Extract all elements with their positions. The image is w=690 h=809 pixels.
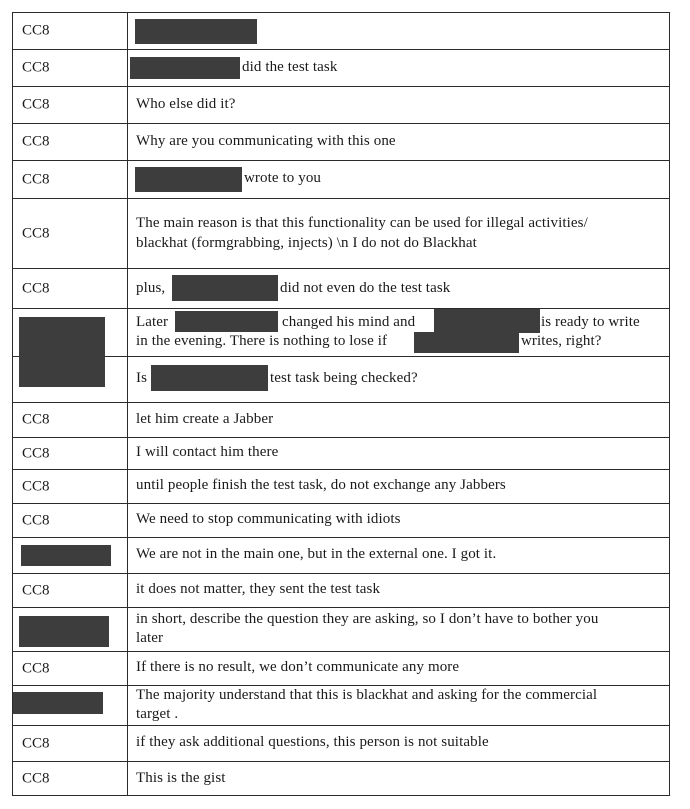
speaker: CC8 [22,445,50,461]
redaction-block [19,317,105,387]
message-cell [128,438,669,469]
speaker: CC8 [22,171,50,187]
speaker-cell [13,686,128,725]
speaker-cell [13,124,128,160]
speaker-cell [13,199,128,268]
speaker: CC8 [22,478,50,494]
message-text: Why are you communicating with this one [136,133,396,149]
table-row [12,309,670,357]
speaker: CC8 [22,512,50,528]
message-cell [128,470,669,503]
speaker: CC8 [22,770,50,786]
message-cell [128,87,669,123]
message-cell [128,504,669,537]
message-cell [128,652,669,685]
message-text: wrote to you [244,170,322,186]
message-text-line-2: target . [136,706,179,722]
speaker: CC8 [22,660,50,676]
message-text: changed his mind and [282,314,416,330]
table-row [12,608,670,652]
speaker-cell [13,470,128,503]
message-cell [128,269,669,308]
speaker: CC8 [22,411,50,428]
table-row [12,161,670,199]
message-text-line-1: in short, describe the question they are asking, so I don’t have to bother you [136,611,599,627]
table-row [12,87,670,124]
table-row [12,726,670,762]
message-cell [128,161,669,198]
message-cell [128,686,669,725]
message-text: writes, right? [521,333,602,349]
message-text: until people finish the test task, do not exchange any Jabbers [136,477,506,493]
speaker: CC8 [22,225,50,241]
table-row [12,12,670,50]
table-row [12,269,670,309]
redaction-block [21,545,111,566]
message-cell [128,13,669,49]
message-cell [128,357,669,402]
message-text: did the test task [242,59,338,75]
message-text: We are not in the main one, but in the external one. I got it. [136,546,497,562]
table-row [12,403,670,438]
table-row [12,504,670,538]
speaker-cell [13,652,128,685]
speaker: CC8 [22,582,50,598]
speaker-cell [13,13,128,49]
message-text: This is the gist [136,770,226,786]
table-row [12,124,670,161]
table-row [12,574,670,608]
redaction-block [151,365,268,391]
table-row [12,199,670,269]
message-text: Who else did it? [136,96,236,112]
speaker-cell [13,504,128,537]
message-cell [128,50,669,86]
speaker-cell [13,608,128,651]
message-text: it does not matter, they sent the test task [136,581,381,597]
message-cell [128,309,669,356]
message-cell [128,124,669,160]
table-row [12,762,670,796]
redaction-block [414,332,519,353]
table-row [12,50,670,87]
table-row [12,686,670,726]
speaker: CC8 [22,735,50,751]
message-cell [128,403,669,437]
message-text: is ready to write [541,314,640,330]
speaker: CC8 [22,22,50,39]
message-text-line-1: The majority understand that this is blackhat and asking for the commercial [136,687,598,703]
speaker-cell [13,438,128,469]
speaker-cell [13,574,128,607]
redaction-block [130,57,240,79]
redaction-block [19,616,109,647]
table-row [12,538,670,574]
speaker: CC8 [22,133,50,150]
speaker-cell [13,50,128,86]
speaker: CC8 [22,96,50,113]
table-row [12,438,670,470]
redaction-block [135,19,257,44]
message-text: Later [136,314,169,330]
speaker-cell [13,762,128,795]
speaker-cell [13,403,128,437]
message-text: let him create a Jabber [136,411,274,427]
speaker-cell [13,161,128,198]
redaction-block [434,309,540,333]
message-text: in the evening. There is nothing to lose if [136,333,388,349]
speaker-cell [13,309,128,356]
speaker-cell [13,726,128,761]
speaker-cell [13,538,128,573]
message-cell [128,608,669,651]
redaction-block [135,167,242,192]
table-row [12,357,670,403]
speaker-cell [13,269,128,308]
message-text: test task being checked? [270,370,418,386]
message-text: if they ask additional questions, this person is not suitable [136,734,489,750]
message-cell [128,762,669,795]
speaker: CC8 [22,280,50,296]
redaction-block [175,311,278,332]
message-cell [128,538,669,573]
table-row [12,470,670,504]
message-text: We need to stop communicating with idiots [136,511,401,527]
message-text: plus, [136,280,166,296]
redaction-block [13,692,103,714]
speaker-cell [13,87,128,123]
message-text: I will contact him there [136,444,279,460]
message-text: did not even do the test task [280,280,451,296]
chat-log-table [12,12,672,796]
message-text-line-2: later [136,630,164,646]
message-text-line-1: The main reason is that this functionality can be used for illegal activities/ [136,215,588,231]
message-cell [128,574,669,607]
redaction-block [172,275,278,301]
message-text-line-2: blackhat (formgrabbing, injects) \n I do not do Blackhat [136,235,477,251]
table-row [12,652,670,686]
message-cell [128,726,669,761]
message-cell [128,199,669,268]
message-text: Is [136,370,148,386]
message-text: If there is no result, we don’t communicate any more [136,659,460,675]
speaker: CC8 [22,59,50,76]
